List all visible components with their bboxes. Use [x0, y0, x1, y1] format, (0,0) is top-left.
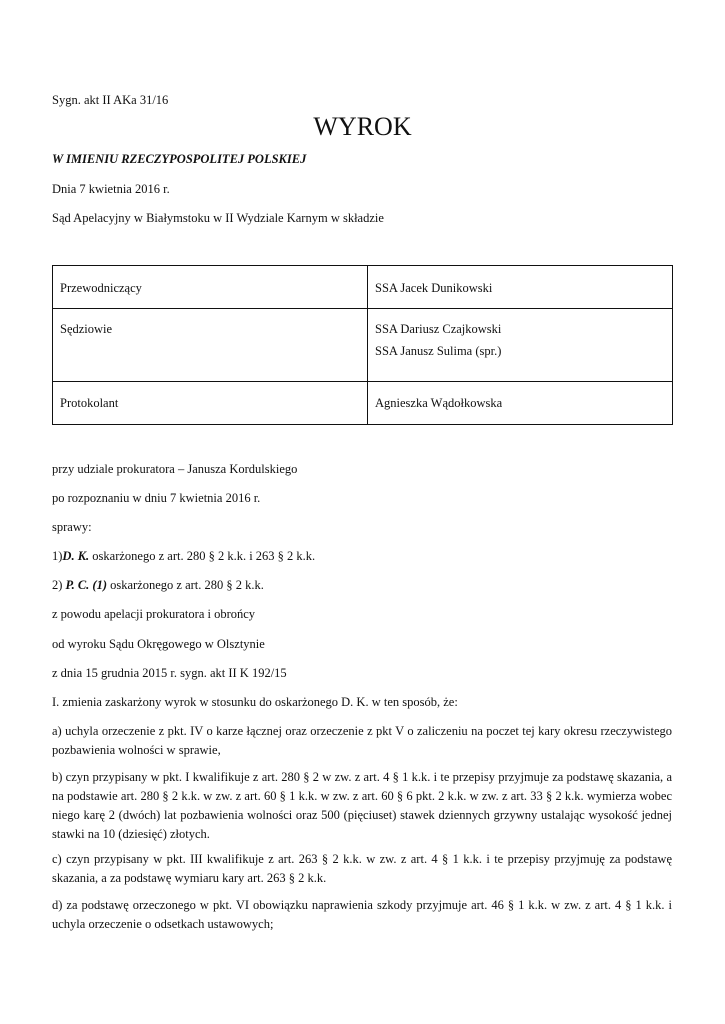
document-title: WYROK [313, 112, 412, 141]
case-signature: Sygn. akt II AKa 31/16 [52, 93, 169, 107]
role-label: Sędziowie [60, 322, 113, 336]
judge-name: SSA Dariusz Czajkowski [375, 322, 502, 336]
point-d: d) za podstawę orzeczonego w pkt. VI obowiązku naprawienia szkody przyjmuje art. 46 § 1 k.k. w zw. z art. 4 § 1 k.k. i uchyla orzeczenie o odsetkach ustawowych; [52, 898, 672, 931]
role-cell [53, 309, 368, 382]
judgment-date-line: z dnia 15 grudnia 2015 r. sygn. akt II K 192/15 [52, 666, 287, 680]
table-row [53, 309, 673, 382]
point-a: a) uchyla orzeczenie z pkt. IV o karze łącznej oraz orzeczenie z pkt V o zaliczeniu na poczet tej kary okresu rzeczywistego pozbawienia wolności w sprawie, [52, 724, 672, 757]
judge-name: SSA Janusz Sulima (spr.) [375, 344, 502, 358]
appeal-line: z powodu apelacji prokuratora i obrońcy [52, 607, 256, 621]
case-label: sprawy: [52, 520, 92, 534]
names-cell [368, 266, 673, 309]
defendant-charge: oskarżonego z art. 280 § 2 k.k. [106, 578, 264, 592]
prosecutor-line: przy udziale prokuratora – Janusza Kordulskiego [52, 462, 298, 476]
defendant-name: D. K. [62, 549, 90, 563]
judgment-date: Dnia 7 kwietnia 2016 r. [52, 182, 170, 196]
point-c: c) czyn przypisany w pkt. III kwalifikuje z art. 263 § 2 k.k. w zw. z art. 4 § 1 k.k. i te przepisy przyjmuję za podstawę skazania, a za podstawę wymiaru kary art. 263 § 2 k.k. [52, 852, 672, 885]
defendant-1-line [52, 549, 315, 563]
role-label: Protokolant [60, 396, 119, 410]
document-subtitle: W IMIENIU RZECZYPOSPOLITEJ POLSKIEJ [52, 152, 307, 166]
names-cell [368, 382, 673, 425]
role-cell [53, 266, 368, 309]
table-row [53, 266, 673, 309]
table-row [53, 382, 673, 425]
court-composition-table [52, 265, 673, 425]
defendant-prefix: 2) [52, 578, 66, 592]
point-b: b) czyn przypisany w pkt. I kwalifikuje z art. 280 § 2 w zw. z art. 4 § 1 k.k. i te przepisy przyjmuje za podstawę skazania, a na podstawie art. 280 § 2 k.k. w zw. z art. 60 § 1 k.k. w zw. z art. 60 § 6 pkt. 2 k.k. w zw. z art. 33 § 2 k.k. wymierza wobec niego karę 2 (dwóch) lat pozbawienia wolności oraz 500 (pięciuset) stawek dziennych grzywny ustalając wysokość jednej stawki na 10 (dziesięć) złotych. [52, 770, 672, 841]
defendant-prefix: 1) [52, 549, 63, 563]
point-I: I. zmienia zaskarżony wyrok w stosunku do oskarżonego D. K. w ten sposób, że: [52, 695, 458, 709]
judgment-source-line: od wyroku Sądu Okręgowego w Olsztynie [52, 637, 265, 651]
judge-name: SSA Jacek Dunikowski [375, 281, 493, 295]
names-cell [368, 309, 673, 382]
defendant-charge: oskarżonego z art. 280 § 2 k.k. i 263 § 2 k.k. [89, 549, 316, 563]
hearing-line: po rozpoznaniu w dniu 7 kwietnia 2016 r. [52, 491, 261, 505]
clerk-name: Agnieszka Wądołkowska [375, 396, 503, 410]
role-label: Przewodniczący [60, 281, 142, 295]
defendant-name: P. C. (1) [65, 578, 107, 592]
defendant-2-line [52, 578, 264, 592]
court-name: Sąd Apelacyjny w Białymstoku w II Wydziale Karnym w składzie [52, 211, 384, 225]
role-cell [53, 382, 368, 425]
